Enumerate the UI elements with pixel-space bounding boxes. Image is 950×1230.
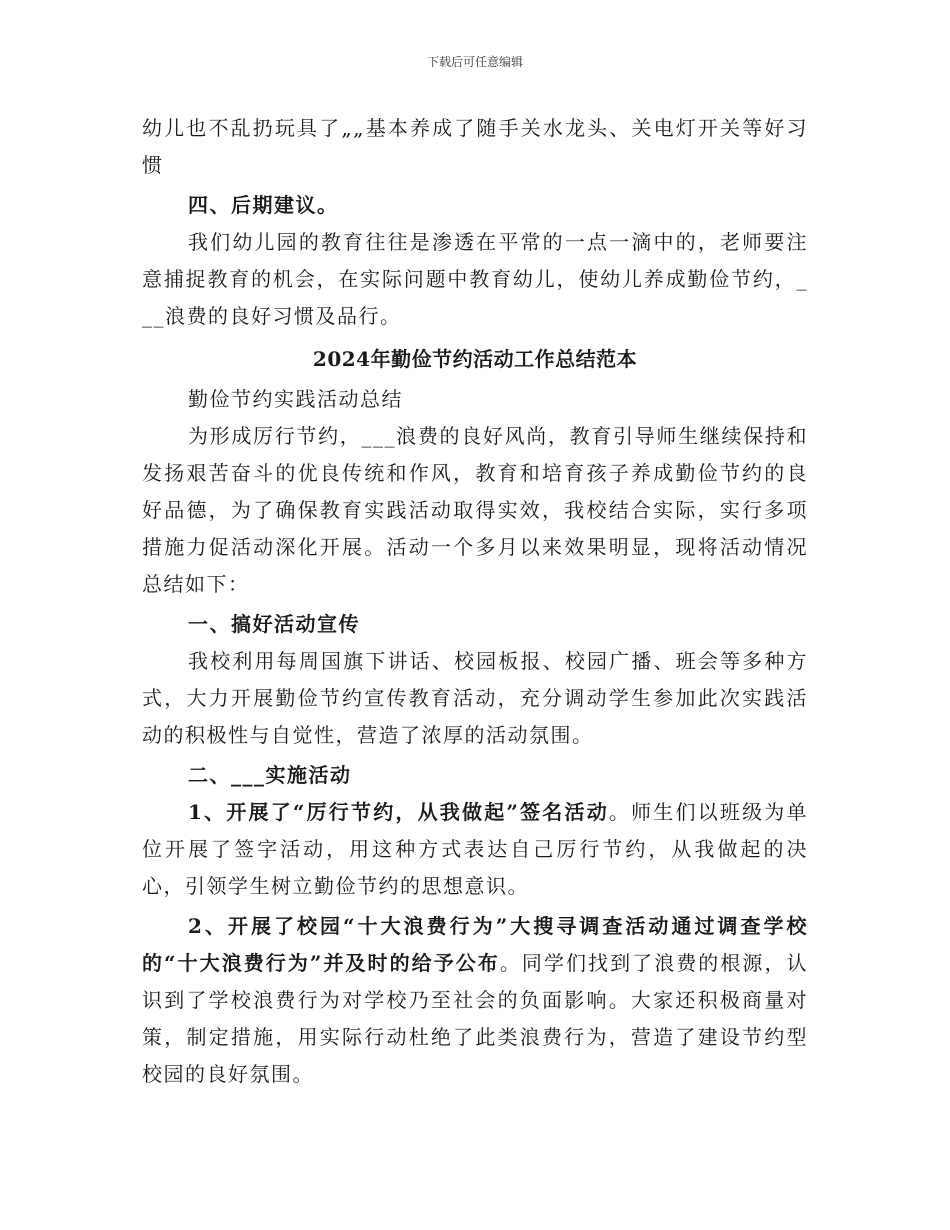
heading-later-suggestions: 四、后期建议。 <box>188 193 339 217</box>
document-subtitle: 勤俭节约实践活动总结 <box>188 387 403 411</box>
page-header-note: 下载后可任意编辑 <box>426 55 523 69</box>
item-2-lead: 2、开展了校园“十大浪费行为”大搜寻调查活动通过调查学校的“十大浪费行为”并及时的给予公布 <box>142 914 808 975</box>
item-2-text: 。同学们找到了浪费的根源，认识到了学校浪费行为对学校乃至社会的负面影响。大家还积极商量对策，制定措施，用实际行动杜绝了此类浪费行为，营造了建设节约型校园的良好氛围。 <box>142 951 809 1086</box>
paragraph-item-1 <box>142 794 808 905</box>
paragraph-continuation: 幼儿也不乱扔玩具了„„基本养成了随手关水龙头、关电灯开关等好习惯 <box>142 116 808 177</box>
heading-implementation: 二、___实施活动 <box>188 763 352 787</box>
item-1-lead: 1、开展了“厉行节约，从我做起”签名活动 <box>188 800 609 824</box>
paragraph-item-2 <box>142 908 808 1093</box>
paragraph-intro: 为形成厉行节约，___浪费的良好风尚，教育引导师生继续保持和发扬艰苦奋斗的优良传统和作风，教育和培育孩子养成勤俭节约的良好品德，为了确保教育实践活动取得实效，我校结合实际，实行多项措施力促活动深化开展。活动一个多月以来效果明显，现将活动情况总结如下： <box>142 424 808 596</box>
paragraph-promotion: 我校利用每周国旗下讲话、校园板报、校园广播、班会等多种方式，大力开展勤俭节约宣传教育活动，充分调动学生参加此次实践活动的积极性与自觉性，营造了浓厚的活动氛围。 <box>142 649 808 747</box>
heading-promotion: 一、搞好活动宣传 <box>188 612 360 636</box>
item-1-text: 。师生们以班级为单位开展了签字活动，用这种方式表达自己厉行节约，从我做起的决心，引领学生树立勤俭节约的思想意识。 <box>142 800 808 898</box>
document-body <box>142 110 808 1093</box>
paragraph-suggestions: 我们幼儿园的教育往往是渗透在平常的一点一滴中的，老师要注意捕捉教育的机会，在实际问题中教育幼儿，使幼儿养成勤俭节约，___浪费的良好习惯及品行。 <box>142 230 808 328</box>
document-title: 2024年勤俭节约活动工作总结范本 <box>312 347 638 371</box>
